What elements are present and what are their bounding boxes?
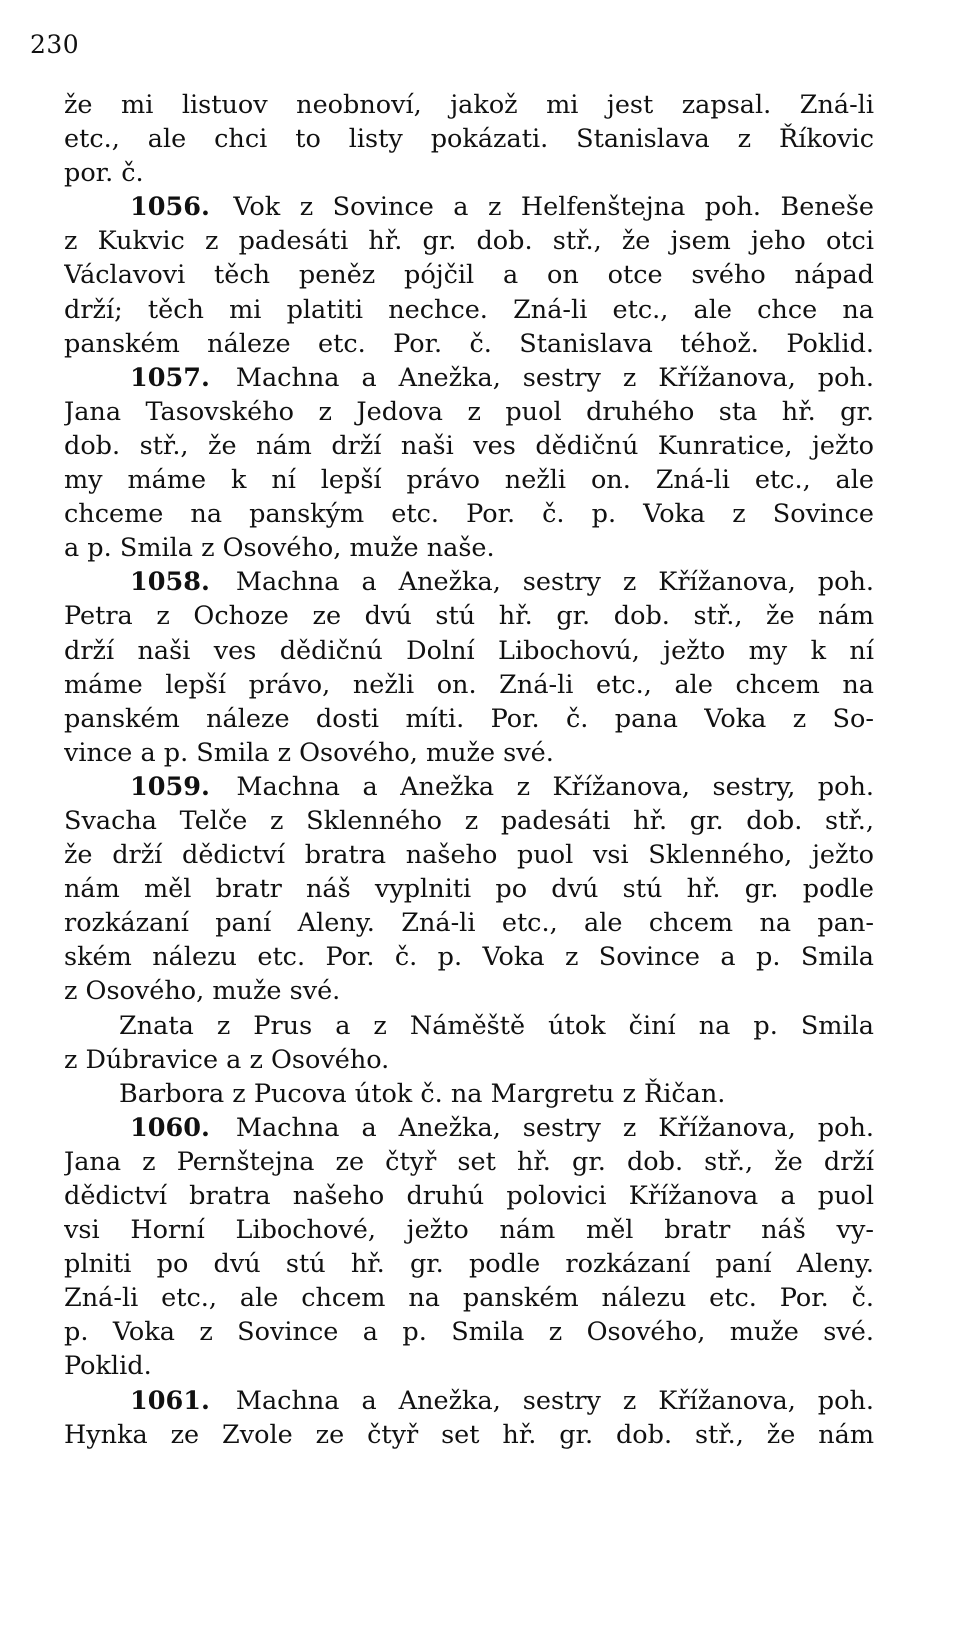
- line-text: panském náleze etc. Por. č. Stanislava téhož. Poklid.: [64, 328, 874, 359]
- line-text: por. č.: [64, 158, 144, 189]
- entry-number: 1061.: [130, 1385, 210, 1416]
- line-text: drží naši ves dědičnú Dolní Libochovú, ježto my k ní: [64, 635, 874, 666]
- text-line: [64, 395, 874, 429]
- line-text: z Osového, muže své.: [64, 976, 341, 1007]
- line-text: plniti po dvú stú hř. gr. podle rozkázaní paní Aleny.: [64, 1249, 874, 1280]
- text-line: [64, 1349, 874, 1383]
- text-line: [64, 497, 874, 531]
- text-line: [64, 599, 874, 633]
- text-line: [64, 906, 874, 940]
- line-text: drží; těch mi platiti nechce. Zná-li etc., ale chce na: [64, 294, 874, 325]
- line-text: rozkázaní paní Aleny. Zná-li etc., ale chcem na pan-: [64, 908, 874, 939]
- line-text: panském náleze dosti míti. Por. č. pana Voka z So-: [64, 703, 874, 734]
- entry-number: 1058.: [130, 567, 210, 598]
- line-text: chceme na panským etc. Por. č. p. Voka z Sovince: [64, 499, 874, 530]
- line-text: Václavovi těch peněz pójčil a on otce svého nápad: [64, 260, 874, 291]
- text-line: [64, 838, 874, 872]
- text-line: [64, 634, 874, 668]
- line-text: Machna a Anežka, sestry z Křížanova, poh.: [235, 1112, 874, 1143]
- text-line: [64, 429, 874, 463]
- entry-number: 1060.: [130, 1112, 210, 1143]
- line-text: Barbora z Pucova útok č. na Margretu z Řičan.: [119, 1078, 726, 1109]
- line-text: Machna a Anežka, sestry z Křížanova, poh.: [235, 567, 874, 598]
- body-text: [64, 88, 874, 1452]
- entry-start-line: [64, 1384, 874, 1418]
- line-text: že mi listuov neobnoví, jakož mi jest zapsal. Zná-li: [64, 90, 874, 120]
- text-line: [64, 1077, 874, 1111]
- text-line: [64, 974, 874, 1008]
- entry-start-line: [64, 190, 874, 224]
- text-line: [64, 88, 874, 122]
- text-line: [64, 1009, 874, 1043]
- entry-start-line: [64, 770, 874, 804]
- line-text: dědictví bratra našeho druhú polovici Křížanova a puol: [64, 1181, 874, 1211]
- line-text: nám měl bratr náš vyplniti po dvú stú hř. gr. podle: [64, 874, 874, 905]
- text-line: [64, 258, 874, 292]
- entry-start-line: [64, 565, 874, 599]
- line-text: ském nálezu etc. Por. č. p. Voka z Sovince a p. Smila: [64, 942, 874, 973]
- text-line: [64, 327, 874, 361]
- line-text: a p. Smila z Osového, muže naše.: [64, 533, 495, 564]
- line-text: etc., ale chci to listy pokázati. Stanislava z Říkovic: [64, 124, 874, 155]
- text-line: [64, 668, 874, 702]
- line-text: Machna a Anežka, sestry z Křížanova, poh.: [235, 1385, 874, 1416]
- text-line: [64, 1213, 874, 1247]
- line-text: Machna a Anežka z Křížanova, sestry, poh.: [236, 771, 874, 802]
- line-text: z Dúbravice a z Osového.: [64, 1044, 390, 1075]
- line-text: Svacha Telče z Sklenného z padesáti hř. gr. dob. stř.,: [64, 805, 874, 836]
- text-line: [64, 531, 874, 565]
- text-line: [64, 1315, 874, 1349]
- line-text: dob. stř., že nám drží naši ves dědičnú Kunratice, ježto: [64, 430, 874, 461]
- text-line: [64, 940, 874, 974]
- text-line: [64, 736, 874, 770]
- line-text: Hynka ze Zvole ze čtyř set hř. gr. dob. stř., že nám: [64, 1419, 874, 1450]
- entry-number: 1059.: [130, 771, 210, 802]
- text-line: [64, 1418, 874, 1452]
- entry-number: 1057.: [130, 362, 210, 393]
- line-text: z Kukvic z padesáti hř. gr. dob. stř., že jsem jeho otci: [64, 226, 874, 257]
- text-line: [64, 122, 874, 156]
- text-line: [64, 1281, 874, 1315]
- text-line: [64, 1179, 874, 1213]
- entry-number: 1056.: [130, 192, 210, 223]
- entry-start-line: [64, 361, 874, 395]
- page-number: 230: [30, 30, 80, 59]
- line-text: my máme k ní lepší právo nežli on. Zná-li etc., ale: [64, 465, 874, 496]
- line-text: Poklid.: [64, 1351, 152, 1382]
- line-text: vsi Horní Libochové, ježto nám měl bratr náš vy-: [64, 1215, 874, 1246]
- line-text: máme lepší právo, nežli on. Zná-li etc., ale chcem na: [64, 669, 874, 700]
- text-line: [64, 156, 874, 190]
- text-line: [64, 1145, 874, 1179]
- line-text: že drží dědictví bratra našeho puol vsi Sklenného, ježto: [64, 840, 874, 871]
- text-line: [64, 872, 874, 906]
- line-text: Vok z Sovince a z Helfenštejna poh. Beneše: [233, 192, 874, 223]
- line-text: Jana z Pernštejna ze čtyř set hř. gr. dob. stř., že drží: [64, 1146, 874, 1177]
- text-line: [64, 804, 874, 838]
- line-text: Petra z Ochoze ze dvú stú hř. gr. dob. stř., že nám: [64, 601, 874, 632]
- text-line: [64, 702, 874, 736]
- entry-start-line: [64, 1111, 874, 1145]
- line-text: Jana Tasovského z Jedova z puol druhého sta hř. gr.: [64, 396, 874, 427]
- line-text: p. Voka z Sovince a p. Smila z Osového, muže své.: [64, 1317, 874, 1348]
- line-text: Machna a Anežka, sestry z Křížanova, poh.: [235, 362, 874, 393]
- line-text: Znata z Prus a z Náměště útok činí na p. Smila: [119, 1010, 874, 1041]
- text-line: [64, 1247, 874, 1281]
- line-text: vince a p. Smila z Osového, muže své.: [64, 737, 554, 768]
- text-line: [64, 1043, 874, 1077]
- text-line: [64, 293, 874, 327]
- text-line: [64, 463, 874, 497]
- text-line: [64, 224, 874, 258]
- line-text: Zná-li etc., ale chcem na panském nálezu etc. Por. č.: [64, 1283, 874, 1314]
